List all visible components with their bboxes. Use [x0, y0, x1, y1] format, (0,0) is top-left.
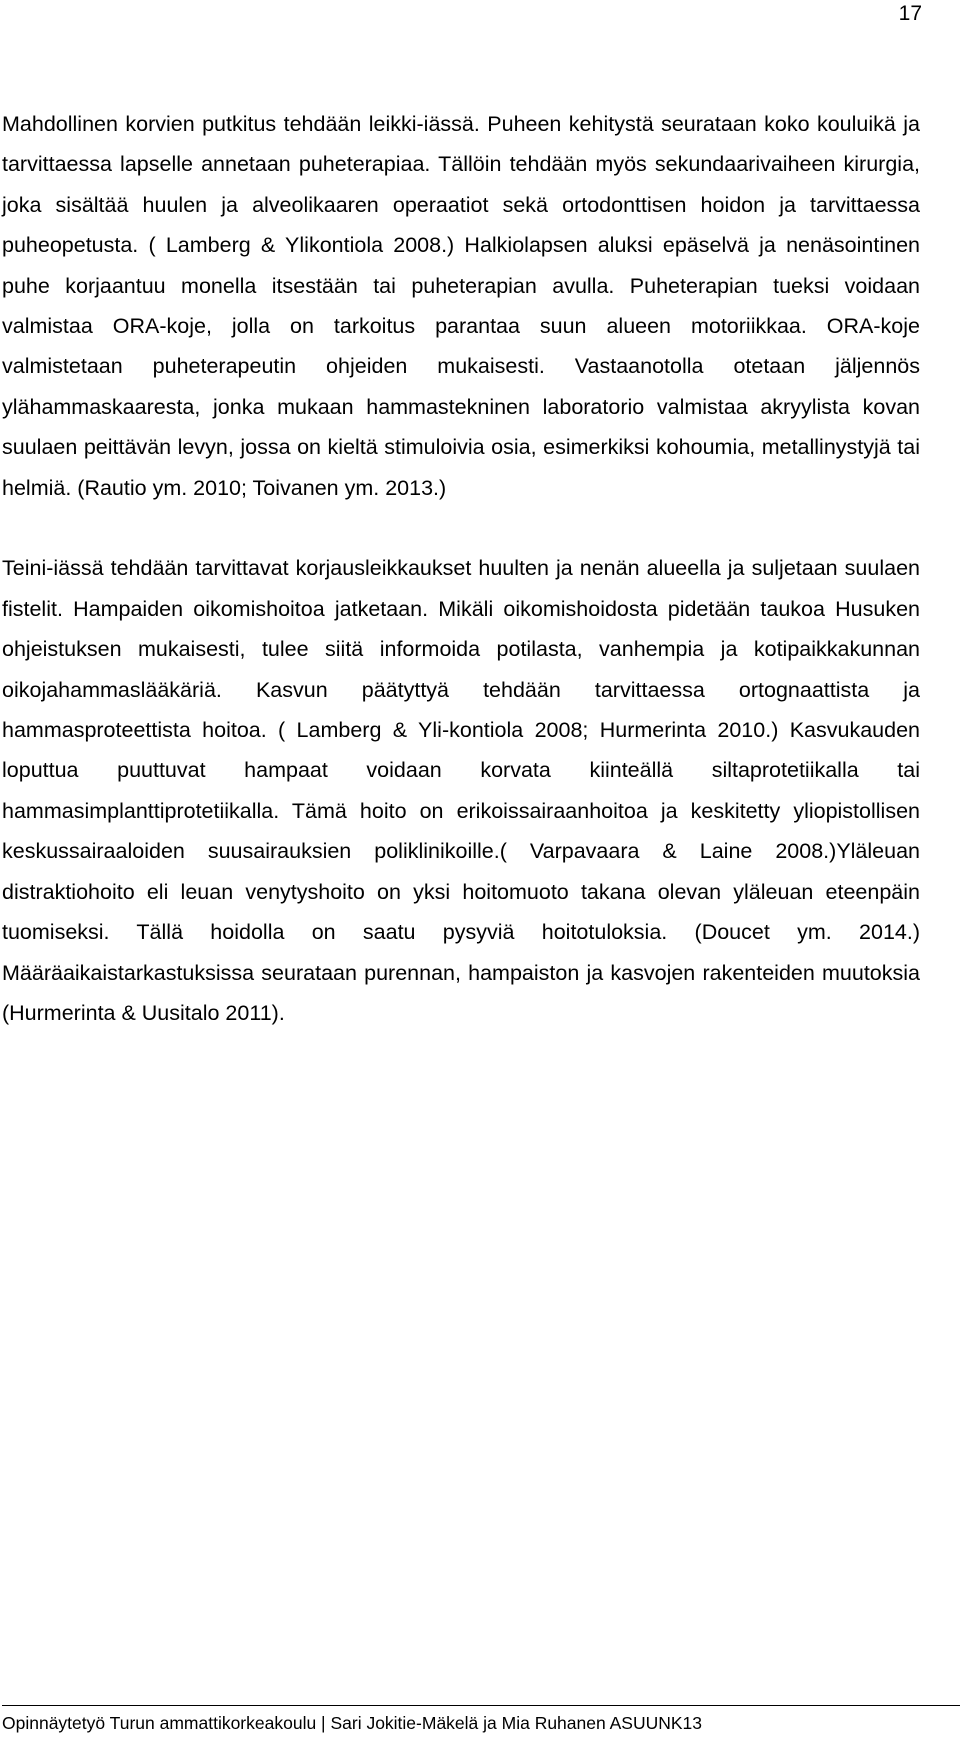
page-footer: Opinnäytetyö Turun ammattikorkeakoulu | Sari Jokitie-Mäkelä ja Mia Ruhanen ASUUNK13: [2, 1705, 960, 1734]
paragraph-2: Teini-iässä tehdään tarvittavat korjausleikkaukset huulten ja nenän alueella ja suljetaan suulaen fistelit. Hampaiden oikomishoitoa jatketaan. Mikäli oikomishoidosta pidetään taukoa Husuken ohjeistuksen mukaisesti, tulee siitä informoida potilasta, vanhempia ja kotipaikkakunnan oikojahammaslääkäriä. Kasvun päätyttyä tehdään tarvittaessa ortognaattista ja hammasproteettista hoitoa. ( Lamberg & Yli-kontiola 2008; Hurmerinta 2010.) Kasvukauden loputtua puuttuvat hampaat voidaan korvata kiinteällä siltaprotetiikalla tai hammasimplanttiprotetiikalla. Tämä hoito on erikoissairaanhoitoa ja keskitetty yliopistollisen keskussairaaloiden suusairauksien poliklinikoille.( Varpavaara & Laine 2008.)Yläleuan distraktiohoito eli leuan venytyshoito on yksi hoitomuoto takana olevan yläleuan eteenpäin tuomiseksi. Tällä hoidolla on saatu pysyviä hoitotuloksia. (Doucet ym. 2014.) Määräaikaistarkastuksissa seurataan purennan, hampaiston ja kasvojen rakenteiden muutoksia (Hurmerinta & Uusitalo 2011).: [2, 556, 920, 1025]
paragraph-1: Mahdollinen korvien putkitus tehdään leikki-iässä. Puheen kehitystä seurataan koko kouluikä ja tarvittaessa lapselle annetaan puheterapiaa. Tällöin tehdään myös sekundaarivaiheen kirurgia, joka sisältää huulen ja alveolikaaren operaatiot sekä ortodonttisen hoidon ja tarvittaessa puheopetusta. ( Lamberg & Ylikontiola 2008.) Halkiolapsen aluksi epäselvä ja nenäsointinen puhe korjaantuu monella itsestään tai puheterapian avulla. Puheterapian tueksi voidaan valmistaa ORA-koje, jolla on tarkoitus parantaa suun alueen motoriikkaa. ORA-koje valmistetaan puheterapeutin ohjeiden mukaisesti. Vastaanotolla otetaan jäljennös ylähammaskaaresta, jonka mukaan hammastekninen laboratorio valmistaa akryylista kovan suulaen peittävän levyn, jossa on kieltä stimuloivia osia, esimerkiksi kohoumia, metallinystyjä tai helmiä. (Rautio ym. 2010; Toivanen ym. 2013.): [2, 112, 920, 500]
page-number: 17: [898, 2, 922, 25]
document-body: [0, 104, 960, 1033]
